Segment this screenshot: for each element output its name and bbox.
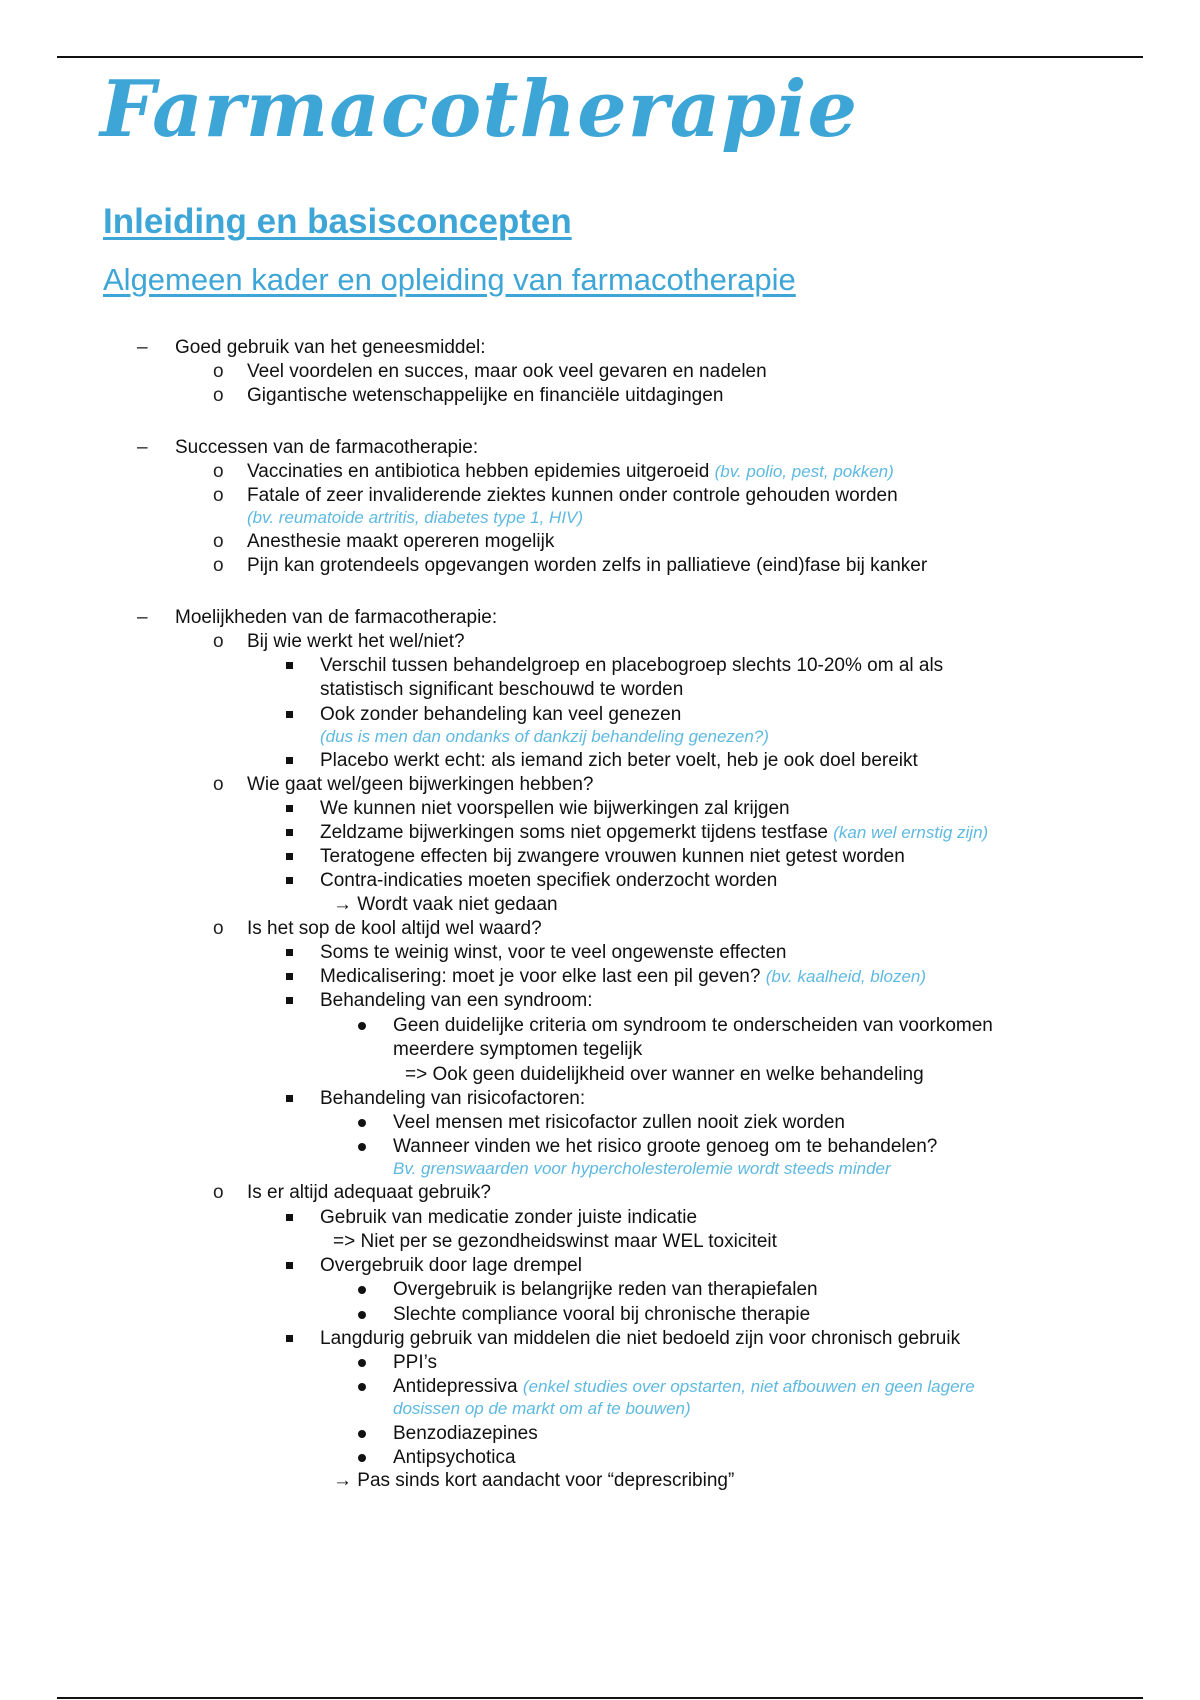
item-text: Zeldzame bijwerkingen soms niet opgemerkt tijdens testfase [320,822,828,843]
square-bullet [286,821,293,845]
square-bullet [286,1206,293,1230]
list-item: Overgebruik door lage drempel [320,1255,582,1276]
note: (bv. kaalheid, blozen) [765,967,927,986]
square-bullet [286,965,293,989]
circle-marker: o [213,385,224,406]
round-bullet [358,1278,366,1302]
round-bullet [358,1135,366,1159]
list-item [320,821,988,845]
list-item: Gigantische wetenschappelijke en financiële uitdagingen [247,385,724,406]
bottom-rule [57,1697,1143,1699]
circle-marker: o [213,361,224,382]
square-bullet [286,749,293,773]
section-label: Successen van de farmacotherapie: [175,437,479,458]
list-item: Veel mensen met risicofactor zullen nooit ziek worden [393,1112,846,1133]
circle-marker: o [213,485,224,506]
square-bullet [286,869,293,893]
round-bullet [358,1111,366,1135]
list-item: Veel voordelen en succes, maar ook veel gevaren en nadelen [247,361,767,382]
top-rule [57,56,1143,58]
list-item: Pijn kan grotendeels opgevangen worden zelfs in palliatieve (eind)fase bij kanker [247,555,928,576]
list-item [247,460,894,484]
list-item: Placebo werkt echt: als iemand zich beter voelt, heb je ook doel bereikt [320,750,918,771]
question-item: Wie gaat wel/geen bijwerkingen hebben? [247,774,594,795]
list-item [393,1375,975,1399]
list-item: Soms te weinig winst, voor te veel ongewenste effecten [320,942,787,963]
list-item-continued: statistisch significant beschouwd te worden [320,679,684,700]
circle-marker: o [213,1182,224,1203]
list-item: Wanneer vinden we het risico groote genoeg om te behandelen? [393,1136,938,1157]
circle-marker: o [213,555,224,576]
list-item: Ook zonder behandeling kan veel genezen [320,704,682,725]
list-item: Contra-indicaties moeten specifiek onderzocht worden [320,870,778,891]
page-title: Farmacotherapie [100,64,859,155]
section-label: Moelijkheden van de farmacotherapie: [175,607,498,628]
list-item-continued: meerdere symptomen tegelijk [393,1039,643,1060]
list-item: Slechte compliance vooral bij chronische therapie [393,1304,811,1325]
question-item: Is er altijd adequaat gebruik? [247,1182,491,1203]
note: (bv. polio, pest, pokken) [714,462,894,481]
list-item: Geen duidelijke criteria om syndroom te onderscheiden van voorkomen [393,1015,993,1036]
round-bullet [358,1375,366,1399]
square-bullet [286,989,293,1013]
dash-marker: – [137,437,148,458]
list-item: Benzodiazepines [393,1423,538,1444]
note: (dus is men dan ondanks of dankzij behandeling genezen?) [320,727,769,746]
list-item: Fatale of zeer invaliderende ziektes kunnen onder controle gehouden worden [247,485,898,506]
round-bullet [358,1351,366,1375]
list-item: Langdurig gebruik van middelen die niet bedoeld zijn voor chronisch gebruik [320,1328,961,1349]
square-bullet [286,1087,293,1111]
item-text: Medicalisering: moet je voor elke last een pil geven? [320,966,761,987]
round-bullet [358,1014,366,1038]
list-item: We kunnen niet voorspellen wie bijwerkingen zal krijgen [320,798,790,819]
section-heading: Inleiding en basisconcepten [103,202,572,241]
arrow-note: → Pas sinds kort aandacht voor “deprescribing” [333,1470,735,1491]
circle-marker: o [213,531,224,552]
item-text: Antidepressiva [393,1376,518,1397]
square-bullet [286,703,293,727]
section-label: Goed gebruik van het geneesmiddel: [175,337,486,358]
note: (enkel studies over opstarten, niet afbouwen en geen lagere [522,1377,975,1396]
dash-marker: – [137,607,148,628]
list-item [320,965,926,989]
note: Bv. grenswaarden voor hypercholesterolemie wordt steeds minder [393,1159,891,1178]
square-bullet [286,797,293,821]
square-bullet [286,845,293,869]
list-item: PPI’s [393,1352,438,1373]
square-bullet [286,1254,293,1278]
note: (bv. reumatoide artritis, diabetes type 1, HIV) [247,508,584,527]
question-item: Bij wie werkt het wel/niet? [247,631,465,652]
list-item: Behandeling van risicofactoren: [320,1088,586,1109]
square-bullet [286,941,293,965]
dash-marker: – [137,337,148,358]
subsection-heading: Algemeen kader en opleiding van farmacotherapie [103,262,796,297]
arrow-note: => Ook geen duidelijkheid over wanner en welke behandeling [405,1064,924,1085]
circle-marker: o [213,918,224,939]
note: dosissen op de markt om af te bouwen) [393,1399,691,1418]
question-item: Is het sop de kool altijd wel waard? [247,918,542,939]
list-item: Antipsychotica [393,1447,516,1468]
list-item: Overgebruik is belangrijke reden van therapiefalen [393,1279,818,1300]
circle-marker: o [213,774,224,795]
arrow-note: → Wordt vaak niet gedaan [333,894,558,915]
list-item: Anesthesie maakt opereren mogelijk [247,531,555,552]
circle-marker: o [213,461,224,482]
list-item: Gebruik van medicatie zonder juiste indicatie [320,1207,698,1228]
square-bullet [286,654,293,678]
round-bullet [358,1446,366,1470]
arrow-note: => Niet per se gezondheidswinst maar WEL toxiciteit [333,1231,777,1252]
list-item: Teratogene effecten bij zwangere vrouwen kunnen niet getest worden [320,846,905,867]
item-text: Vaccinaties en antibiotica hebben epidemies uitgeroeid [247,461,710,482]
square-bullet [286,1327,293,1351]
list-item: Verschil tussen behandelgroep en placebogroep slechts 10-20% om al als [320,655,944,676]
round-bullet [358,1422,366,1446]
note: (kan wel ernstig zijn) [833,823,989,842]
circle-marker: o [213,631,224,652]
round-bullet [358,1303,366,1327]
list-item: Behandeling van een syndroom: [320,990,593,1011]
